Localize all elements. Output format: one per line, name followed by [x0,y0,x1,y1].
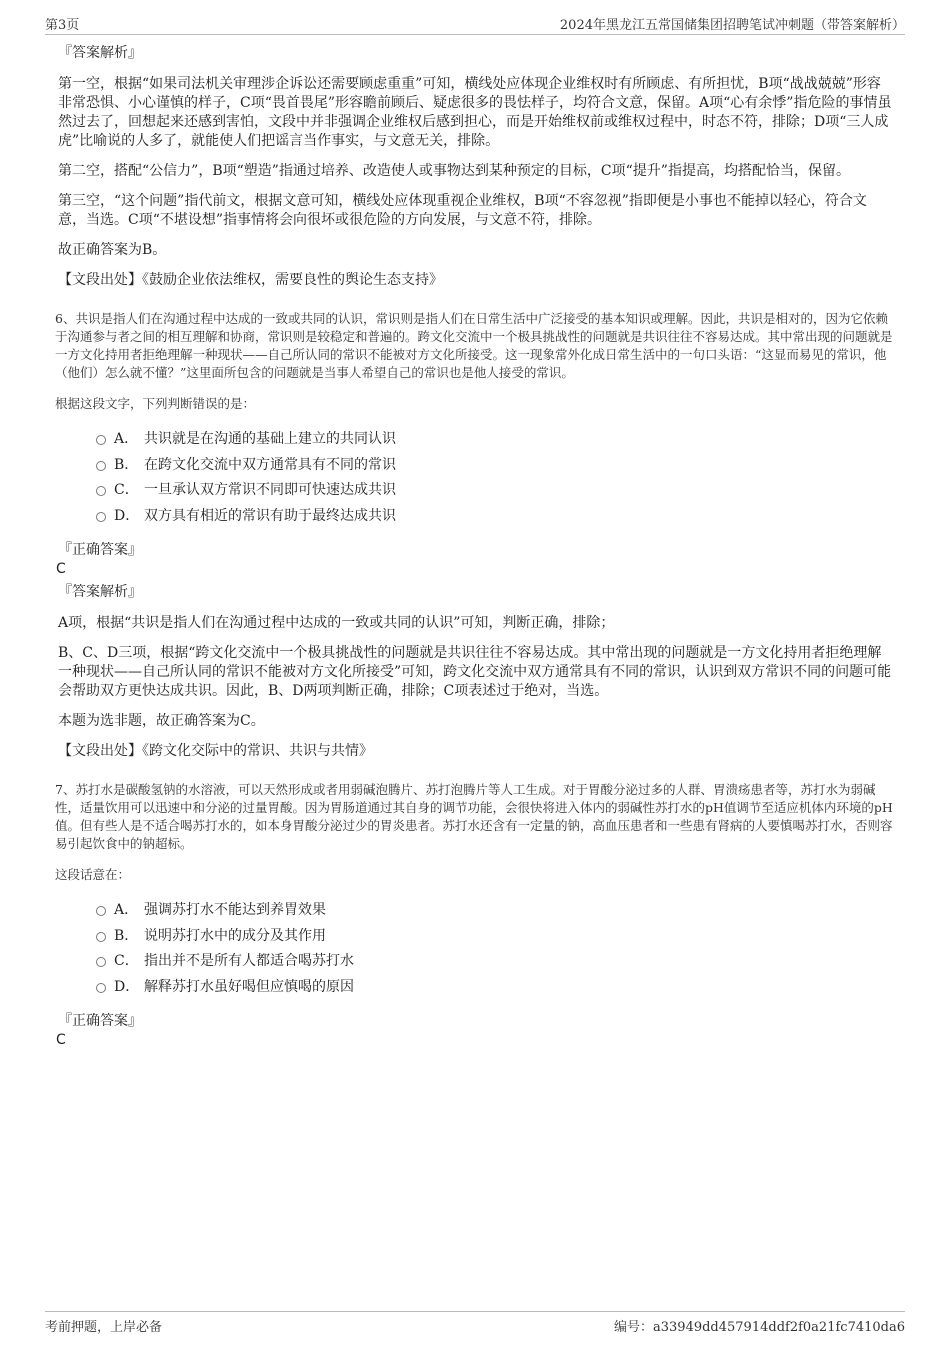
option-d[interactable] [96,977,893,1003]
page-footer [45,1311,905,1334]
correct-answer-value: C [56,1032,66,1048]
option-list [96,429,893,531]
question-prompt: 根据这段文字，下列判断错误的是： [55,396,256,411]
option-text: 解释苏打水虽好喝但应慎喝的原因 [144,978,354,995]
option-label: C． [114,953,139,969]
radio-icon[interactable] [96,435,106,445]
analysis-paragraph: 第一空，根据“如果司法机关审理涉企诉讼还需要顾虑重重”可知，横线处应体现企业维权时有所顾虑、有所担忧，B项“战战兢兢”形容非常恐惧、小心谨慎的样子，C项“畏首畏尾”形容瞻前顾后、疑虑很多的畏怯样子，均符合文意，保留。A项“心有余悸”指危险的事情虽然过去了，回想起来还感到害怕，文段中并非强调企业维权后感到担心，而是开始维权前或维权过程中，时态不符，排除；D项“三人成虎”比喻说的人多了，就能使人们把谣言当作事实，与文意无关，排除。 [58,76,892,149]
option-d[interactable] [96,506,893,532]
radio-icon[interactable] [96,512,106,522]
radio-icon[interactable] [96,906,106,916]
analysis-paragraph: 第二空，搭配“公信力”，B项“塑造”指通过培养、改造使人或事物达到某种预定的目标，C项“提升”指提高，均搭配恰当，保留。 [58,163,850,179]
document-title: 2024年黑龙江五常国储集团招聘笔试冲刺题（带答案解析） [559,18,905,33]
option-a[interactable] [96,429,893,455]
question-text: 7、苏打水是碳酸氢钠的水溶液，可以天然形成或者用弱碱泡腾片、苏打泡腾片等人工生成。对于胃酸分泌过多的人群、胃溃疡患者等，苏打水为弱碱性，适量饮用可以迅速中和分泌的过量胃酸。因为胃肠道通过其自身的调节功能，会很快将进入体内的弱碱性苏打水的pH值调节至适应机体内环境的pH值。但有些人是不适合喝苏打水的，如本身胃酸分泌过少的胃炎患者。苏打水还含有一定量的钠，高血压患者和一些患有肾病的人要慎喝苏打水，否则容易引起饮食中的钠超标。 [55,782,893,851]
correct-answer-title: 『正确答案』 [58,542,142,558]
correct-answer-value: C [56,561,66,577]
page-content [55,44,893,1054]
option-a[interactable] [96,900,893,926]
analysis-conclusion: 本题为选非题，故正确答案为C。 [58,713,265,729]
option-text: 说明苏打水中的成分及其作用 [144,927,326,944]
option-list [96,900,893,1002]
option-label: B． [114,927,139,944]
analysis-paragraph: 第三空，“这个问题”指代前文，根据文意可知，横线处应体现重视企业维权，B项“不容忽视”指即便是小事也不能掉以轻心，符合文意，当选。C项“不堪设想”指事情将会向很坏或很危险的方向发展，与文意不符，排除。 [58,193,867,228]
footer-slogan: 考前押题，上岸必备 [45,1320,163,1335]
source-citation: 【文段出处】《鼓励企业依法维权，需要良性的舆论生态支持》 [58,272,443,288]
option-b[interactable] [96,926,893,952]
option-text: 在跨文化交流中双方通常具有不同的常识 [144,456,396,473]
document-code [614,1316,905,1335]
option-label: C． [114,482,139,498]
option-text: 双方具有相近的常识有助于最终达成共识 [144,507,396,524]
option-label: D． [114,978,140,995]
radio-icon[interactable] [96,461,106,471]
option-text: 一旦承认双方常识不同即可快速达成共识 [144,482,396,498]
analysis-paragraph: A项，根据“共识是指人们在沟通过程中达成的一致或共同的认识”可知，判断正确，排除； [58,615,615,631]
option-text: 强调苏打水不能达到养胃效果 [144,902,326,918]
page-number: 第3页 [45,18,80,33]
option-label: B． [114,456,139,473]
question-6 [55,310,893,761]
analysis-title: 『答案解析』 [58,45,142,61]
code-label: 编号： [613,1320,653,1335]
correct-answer-title: 『正确答案』 [58,1013,142,1029]
option-b[interactable] [96,455,893,481]
radio-icon[interactable] [96,932,106,942]
analysis-conclusion: 故正确答案为B。 [58,242,167,258]
radio-icon[interactable] [96,957,106,967]
question-7 [55,781,893,1050]
analysis-title: 『答案解析』 [58,584,142,600]
option-label: D． [114,507,140,524]
question-prompt: 这段话意在： [55,867,131,882]
analysis-paragraph: B、C、D三项，根据“跨文化交流中一个极具挑战性的问题就是共识往往不容易达成。其中常出现的问题就是一方文化持用者拒绝理解一种现状——自己所认同的常识不能被对方文化所接受”可知，跨文化交流中双方通常具有不同的常识，认识到双方常识不同的问题可能会帮助双方更快达成共识。因此，B、D两项判断正确，排除；C项表述过于绝对，当选。 [58,645,892,699]
question-text: 6、共识是指人们在沟通过程中达成的一致或共同的认识，常识则是指人们在日常生活中广泛接受的基本知识或理解。因此，共识是相对的，因为它依赖于沟通参与者之间的相互理解和协商，常识则是较稳定和普遍的。跨文化交流中一个极具挑战性的问题就是共识往往不容易达成。其中常出现的问题就是一方文化持用者拒绝理解一种现状——自己所认同的常识不能被对方文化所接受。这一现象常外化成日常生活中的一句口头语：“这显而易见的常识，他（他们）怎么就不懂？”这里面所包含的问题就是当事人希望自己的常识也是他人接受的常识。 [55,311,893,380]
option-text: 共识就是在沟通的基础上建立的共同认识 [144,431,396,447]
radio-icon[interactable] [96,983,106,993]
code-value: a33949dd457914ddf2f0a21fc7410da6 [653,1320,905,1335]
option-label: A． [114,431,139,447]
page-header [45,14,905,35]
prev-question-analysis [58,44,893,290]
option-c[interactable] [96,480,893,506]
source-citation: 【文段出处】《跨文化交际中的常识、共识与共情》 [58,743,373,759]
radio-icon[interactable] [96,486,106,496]
option-text: 指出并不是所有人都适合喝苏打水 [144,953,354,969]
option-c[interactable] [96,951,893,977]
option-label: A． [114,902,139,918]
